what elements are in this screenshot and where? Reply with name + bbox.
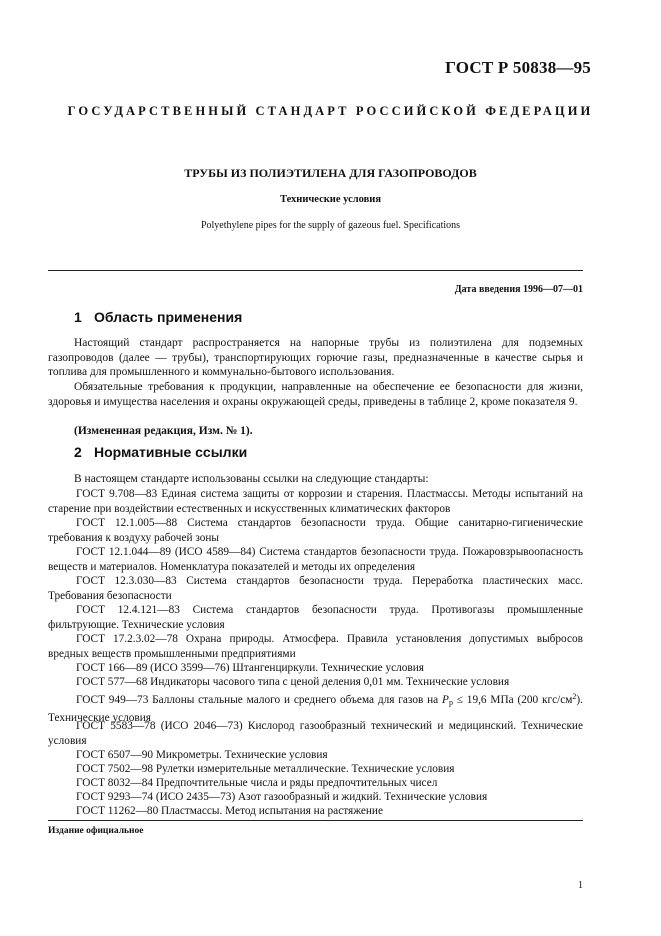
section-1-paragraph-2: Обязательные требования к продукции, направленные на обеспечение ее безопасности для жизни, здоровья и имущества населения и охраны окружающей среды, приведены в таблице 2, кроме показателя 9. bbox=[48, 381, 583, 408]
reference-item: ГОСТ 166—89 (ИСО 3599—76) Штангенциркули. Технические условия bbox=[76, 662, 424, 674]
header-divider bbox=[48, 270, 583, 271]
reference-item: ГОСТ 8032—84 Предпочтительные числа и ряды предпочтительных чисел bbox=[76, 777, 438, 789]
section-2-intro: В настоящем стандарте использованы ссылки на следующие стандарты: bbox=[74, 473, 429, 485]
reference-item: ГОСТ 9293—74 (ИСО 2435—73) Азот газообразный и жидкий. Технические условия bbox=[76, 791, 488, 803]
section-1-heading bbox=[74, 309, 242, 325]
document-title-english: Polyethylene pipes for the supply of gazeous fuel. Specifications bbox=[200, 220, 461, 231]
section-2-title: Нормативные ссылки bbox=[94, 444, 248, 460]
introduction-date: Дата введения 1996—07—01 bbox=[454, 284, 583, 295]
section-1-number: 1 bbox=[74, 309, 82, 325]
document-subtitle: Технические условия bbox=[279, 194, 382, 205]
reference-item: ГОСТ 11262—80 Пластмассы. Метод испытания на растяжение bbox=[76, 805, 383, 817]
section-2-heading bbox=[74, 444, 247, 460]
reference-item: ГОСТ 5583—78 (ИСО 2046—73) Кислород газообразный технический и медицинский. Технические условия bbox=[48, 720, 583, 747]
document-title: ТРУБЫ ИЗ ПОЛИЭТИЛЕНА ДЛЯ ГАЗОПРОВОДОВ bbox=[184, 166, 477, 180]
reference-item: ГОСТ 12.4.121—83 Система стандартов безопасности труда. Противогазы промышленные фильтрующие. Технические условия bbox=[48, 604, 583, 631]
section-2-number: 2 bbox=[74, 444, 82, 460]
reference-item: ГОСТ 12.1.044—89 (ИСО 4589—84) Система стандартов безопасности труда. Пожаровзрывоопасность веществ и материалов. Номенклатура показателей и методы их определения bbox=[48, 546, 583, 573]
reference-item: ГОСТ 577—68 Индикаторы часового типа с ценой деления 0,01 мм. Технические условия bbox=[76, 676, 510, 688]
document-number: ГОСТ Р 50838—95 bbox=[445, 58, 591, 77]
section-1-title: Область применения bbox=[94, 309, 243, 325]
reference-item: ГОСТ 9.708—83 Единая система защиты от коррозии и старения. Пластмассы. Методы испытаний на старение при воздействии естественных и искусственных климатических факторов bbox=[48, 488, 583, 515]
reference-item: ГОСТ 7502—98 Рулетки измерительные металлические. Технические условия bbox=[76, 763, 455, 775]
edition-label: Издание официальное bbox=[48, 826, 144, 836]
section-1-paragraph-1: Настоящий стандарт распространяется на напорные трубы из полиэтилена для подземных газопроводов (далее — трубы), транспортирующих горючие газы, предназначенные в качестве сырья и топлива для промышленного и коммунально-бытового использования. bbox=[48, 337, 583, 379]
reference-item: ГОСТ 12.3.030—83 Система стандартов безопасности труда. Переработка пластических масс. Требования безопасности bbox=[48, 575, 583, 602]
footer-divider bbox=[48, 820, 583, 821]
reference-item: ГОСТ 12.1.005—88 Система стандартов безопасности труда. Общие санитарно-гигиенические требования к воздуху рабочей зоны bbox=[48, 517, 583, 544]
reference-item: ГОСТ 6507—90 Микрометры. Технические условия bbox=[76, 749, 328, 761]
page-number: 1 bbox=[578, 880, 583, 891]
state-standard-banner: ГОСУДАРСТВЕННЫЙ СТАНДАРТ РОССИЙСКОЙ ФЕДЕРАЦИИ bbox=[67, 104, 594, 118]
section-1-amendment: (Измененная редакция, Изм. № 1). bbox=[74, 425, 253, 437]
reference-item: ГОСТ 949—73 Баллоны стальные малого и среднего объема для газов на $P_р \le 19,6$ МПа (200 кгс/$см^2$). Технические условия bbox=[48, 692, 584, 724]
reference-item: ГОСТ 17.2.3.02—78 Охрана природы. Атмосфера. Правила установления допустимых выбросов вредных веществ промышленными предприятиями bbox=[48, 633, 583, 660]
